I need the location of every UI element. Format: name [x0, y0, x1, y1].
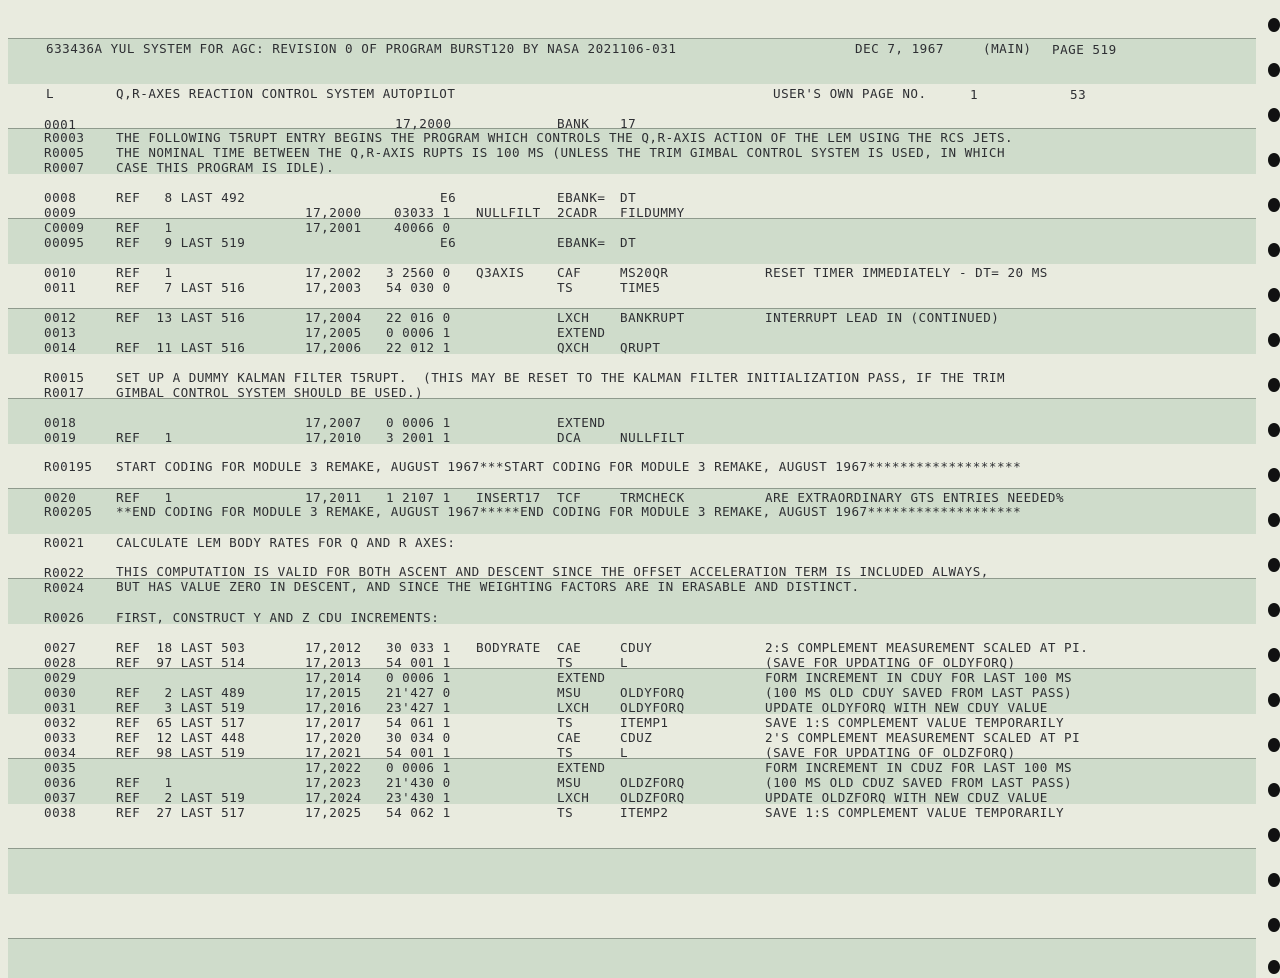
line-opcode: EXTEND [557, 670, 606, 685]
line-operand: TRMCHECK [620, 490, 685, 505]
remark-text: THE FOLLOWING T5RUPT ENTRY BEGINS THE PROGRAM WHICH CONTROLS THE Q,R-AXIS ACTION OF THE LEM USING THE RCS JETS. [116, 130, 1014, 145]
remark-text: SET UP A DUMMY KALMAN FILTER T5RUPT. (THIS MAY BE RESET TO THE KALMAN FILTER INITIALIZATION PASS, IF THE TRIM [116, 370, 1006, 385]
line-comment: RESET TIMER IMMEDIATELY - DT= 20 MS [765, 265, 1048, 280]
line-octal: 0 0006 1 [386, 760, 451, 775]
line-address: 17,2000 [305, 205, 362, 220]
feed-hole [1268, 108, 1280, 122]
line-operand: OLDZFORQ [620, 775, 685, 790]
line-operand: L [620, 745, 629, 760]
line-ref: REF 12 LAST 448 [116, 730, 246, 745]
line-operand: BANKRUPT [620, 310, 685, 325]
line-seq: 0011 [44, 280, 77, 295]
line-octal: 54 001 1 [386, 745, 451, 760]
line-octal: 3 2560 0 [386, 265, 451, 280]
line-comment: (SAVE FOR UPDATING OF OLDYFORQ) [765, 655, 1016, 670]
line-address: 17,2010 [305, 430, 362, 445]
line-operand: 17 [620, 116, 637, 131]
line-octal: 30 034 0 [386, 730, 451, 745]
line-seq: 0037 [44, 790, 77, 805]
line-label: E6 [440, 235, 457, 250]
line-seq: 0018 [44, 415, 77, 430]
line-seq: C0009 [44, 220, 85, 235]
line-octal: 54 030 0 [386, 280, 451, 295]
line-address: 17,2011 [305, 490, 362, 505]
line-opcode: TS [557, 280, 574, 295]
remark-seq: R00205 [44, 504, 93, 519]
line-octal: 22 016 0 [386, 310, 451, 325]
line-operand: NULLFILT [620, 430, 685, 445]
feed-hole [1268, 288, 1280, 302]
line-seq: 0020 [44, 490, 77, 505]
line-ref: REF 11 LAST 516 [116, 340, 246, 355]
line-opcode: BANK [557, 116, 590, 131]
feed-hole [1268, 738, 1280, 752]
line-address: 17,2004 [305, 310, 362, 325]
line-ref: REF 1 [116, 265, 173, 280]
line-address: 17,2001 [305, 220, 362, 235]
feed-hole [1268, 378, 1280, 392]
users-own-page-number: 1 [970, 87, 979, 102]
line-seq: 0030 [44, 685, 77, 700]
line-comment: FORM INCREMENT IN CDUZ FOR LAST 100 MS [765, 760, 1073, 775]
line-octal: 21'427 0 [386, 685, 451, 700]
feed-hole [1268, 423, 1280, 437]
feed-hole [1268, 648, 1280, 662]
line-opcode: LXCH [557, 790, 590, 805]
remark-text: GIMBAL CONTROL SYSTEM SHOULD BE USED.) [116, 385, 424, 400]
line-label: E6 [440, 190, 457, 205]
line-operand: CDUZ [620, 730, 653, 745]
line-opcode: EXTEND [557, 760, 606, 775]
line-address: 17,2023 [305, 775, 362, 790]
paper-band [8, 938, 1256, 978]
listing-date: DEC 7, 1967 [855, 41, 944, 56]
line-comment: (100 MS OLD CDUY SAVED FROM LAST PASS) [765, 685, 1073, 700]
remark-seq: R0026 [44, 610, 85, 625]
line-address: 17,2022 [305, 760, 362, 775]
line-seq: 0010 [44, 265, 77, 280]
remark-seq: R00195 [44, 459, 93, 474]
line-address: 17,2025 [305, 805, 362, 820]
line-address: 17,2000 [395, 116, 452, 131]
feed-hole [1268, 243, 1280, 257]
line-opcode: DCA [557, 430, 582, 445]
line-seq: 0008 [44, 190, 77, 205]
line-opcode: EBANK= [557, 190, 606, 205]
remark-text: BUT HAS VALUE ZERO IN DESCENT, AND SINCE THE WEIGHTING FACTORS ARE IN ERASABLE AND DISTINCT. [116, 579, 860, 594]
line-operand: ITEMP2 [620, 805, 669, 820]
line-address: 17,2006 [305, 340, 362, 355]
users-own-page-label: USER'S OWN PAGE NO. [773, 86, 927, 101]
remark-seq: R0007 [44, 160, 85, 175]
subheader-flag: L [46, 86, 55, 101]
line-address: 17,2017 [305, 715, 362, 730]
remark-seq: R0005 [44, 145, 85, 160]
remark-seq: R0015 [44, 370, 85, 385]
line-address: 17,2021 [305, 745, 362, 760]
line-opcode: TCF [557, 490, 582, 505]
page-code: 53 [1070, 87, 1087, 102]
listing-header-title: 633436A YUL SYSTEM FOR AGC: REVISION 0 OF PROGRAM BURST120 BY NASA 2021106-031 [46, 41, 677, 56]
remark-text: CASE THIS PROGRAM IS IDLE). [116, 160, 335, 175]
line-ref: REF 2 LAST 489 [116, 685, 246, 700]
line-octal: 23'430 1 [386, 790, 451, 805]
remark-seq: R0017 [44, 385, 85, 400]
remark-seq: R0022 [44, 565, 85, 580]
line-opcode: MSU [557, 775, 582, 790]
remark-text: **END CODING FOR MODULE 3 REMAKE, AUGUST 1967*****END CODING FOR MODULE 3 REMAKE, AUGUST 1967******************* [116, 504, 1022, 519]
feed-hole [1268, 873, 1280, 887]
line-seq: 00095 [44, 235, 85, 250]
line-opcode: EXTEND [557, 415, 606, 430]
line-seq: 0033 [44, 730, 77, 745]
line-comment: (100 MS OLD CDUZ SAVED FROM LAST PASS) [765, 775, 1073, 790]
line-opcode: EXTEND [557, 325, 606, 340]
line-opcode: 2CADR [557, 205, 598, 220]
line-ref: REF 18 LAST 503 [116, 640, 246, 655]
line-comment: UPDATE OLDZFORQ WITH NEW CDUZ VALUE [765, 790, 1048, 805]
line-seq: 0038 [44, 805, 77, 820]
line-octal: 54 062 1 [386, 805, 451, 820]
line-octal: 3 2001 1 [386, 430, 451, 445]
feed-hole [1268, 828, 1280, 842]
line-comment: (SAVE FOR UPDATING OF OLDZFORQ) [765, 745, 1016, 760]
line-octal: 0 0006 1 [386, 415, 451, 430]
line-ref: REF 13 LAST 516 [116, 310, 246, 325]
line-ref: REF 1 [116, 490, 173, 505]
line-opcode: CAF [557, 265, 582, 280]
line-label: BODYRATE [476, 640, 541, 655]
line-octal: 1 2107 1 [386, 490, 451, 505]
line-ref: REF 8 LAST 492 [116, 190, 246, 205]
line-comment: ARE EXTRAORDINARY GTS ENTRIES NEEDED% [765, 490, 1065, 505]
line-opcode: CAE [557, 730, 582, 745]
line-address: 17,2020 [305, 730, 362, 745]
line-seq: 0027 [44, 640, 77, 655]
remark-text: START CODING FOR MODULE 3 REMAKE, AUGUST 1967***START CODING FOR MODULE 3 REMAKE, AUGUST 1967******************* [116, 459, 1022, 474]
line-address: 17,2002 [305, 265, 362, 280]
line-octal: 40066 0 [394, 220, 451, 235]
listing-section: (MAIN) [983, 41, 1032, 56]
line-opcode: LXCH [557, 700, 590, 715]
line-comment: SAVE 1:S COMPLEMENT VALUE TEMPORARILY [765, 805, 1065, 820]
line-operand: L [620, 655, 629, 670]
line-seq: 0012 [44, 310, 77, 325]
line-ref: REF 9 LAST 519 [116, 235, 246, 250]
line-address: 17,2015 [305, 685, 362, 700]
line-seq: 0032 [44, 715, 77, 730]
line-octal: 0 0006 1 [386, 325, 451, 340]
line-seq: 0013 [44, 325, 77, 340]
feed-hole [1268, 558, 1280, 572]
feed-hole [1268, 153, 1280, 167]
line-comment: FORM INCREMENT IN CDUY FOR LAST 100 MS [765, 670, 1073, 685]
line-operand: FILDUMMY [620, 205, 685, 220]
line-opcode: TS [557, 805, 574, 820]
line-opcode: CAE [557, 640, 582, 655]
remark-seq: R0021 [44, 535, 85, 550]
remark-seq: R0003 [44, 130, 85, 145]
line-octal: 21'430 0 [386, 775, 451, 790]
line-seq: 0035 [44, 760, 77, 775]
line-seq: 0019 [44, 430, 77, 445]
remark-seq: R0024 [44, 580, 85, 595]
feed-hole [1268, 333, 1280, 347]
line-ref: REF 97 LAST 514 [116, 655, 246, 670]
listing-page-number: PAGE 519 [1052, 42, 1117, 57]
paper-band [8, 848, 1256, 894]
line-opcode: TS [557, 745, 574, 760]
line-operand: ITEMP1 [620, 715, 669, 730]
line-address: 17,2007 [305, 415, 362, 430]
line-octal: 54 001 1 [386, 655, 451, 670]
line-octal: 22 012 1 [386, 340, 451, 355]
line-seq: 0031 [44, 700, 77, 715]
line-ref: REF 1 [116, 430, 173, 445]
line-opcode: MSU [557, 685, 582, 700]
remark-text: CALCULATE LEM BODY RATES FOR Q AND R AXES: [116, 535, 456, 550]
line-octal: 23'427 1 [386, 700, 451, 715]
feed-hole [1268, 198, 1280, 212]
line-ref: REF 98 LAST 519 [116, 745, 246, 760]
line-opcode: LXCH [557, 310, 590, 325]
line-octal: 54 061 1 [386, 715, 451, 730]
line-opcode: EBANK= [557, 235, 606, 250]
line-comment: INTERRUPT LEAD IN (CONTINUED) [765, 310, 1000, 325]
line-ref: REF 3 LAST 519 [116, 700, 246, 715]
line-comment: SAVE 1:S COMPLEMENT VALUE TEMPORARILY [765, 715, 1065, 730]
line-seq: 0034 [44, 745, 77, 760]
line-octal: 03033 1 [394, 205, 451, 220]
feed-hole [1268, 18, 1280, 32]
feed-hole [1268, 513, 1280, 527]
line-operand: CDUY [620, 640, 653, 655]
line-operand: OLDYFORQ [620, 700, 685, 715]
line-address: 17,2016 [305, 700, 362, 715]
remark-text: THE NOMINAL TIME BETWEEN THE Q,R-AXIS RUPTS IS 100 MS (UNLESS THE TRIM GIMBAL CONTROL SYSTEM IS USED, IN WHICH [116, 145, 1006, 160]
feed-hole [1268, 468, 1280, 482]
line-operand: DT [620, 235, 637, 250]
line-opcode: TS [557, 715, 574, 730]
line-seq: 0009 [44, 205, 77, 220]
feed-hole [1268, 783, 1280, 797]
line-comment: 2'S COMPLEMENT MEASUREMENT SCALED AT PI [765, 730, 1081, 745]
line-octal: 0 0006 1 [386, 670, 451, 685]
line-address: 17,2014 [305, 670, 362, 685]
line-seq: 0036 [44, 775, 77, 790]
line-opcode: TS [557, 655, 574, 670]
line-address: 17,2005 [305, 325, 362, 340]
line-seq: 0001 [44, 117, 77, 132]
line-address: 17,2003 [305, 280, 362, 295]
line-opcode: QXCH [557, 340, 590, 355]
line-operand: QRUPT [620, 340, 661, 355]
remark-text: FIRST, CONSTRUCT Y AND Z CDU INCREMENTS: [116, 610, 440, 625]
line-address: 17,2012 [305, 640, 362, 655]
line-ref: REF 2 LAST 519 [116, 790, 246, 805]
line-operand: OLDYFORQ [620, 685, 685, 700]
feed-hole [1268, 918, 1280, 932]
line-operand: TIME5 [620, 280, 661, 295]
line-seq: 0014 [44, 340, 77, 355]
feed-hole [1268, 693, 1280, 707]
line-address: 17,2013 [305, 655, 362, 670]
line-ref: REF 65 LAST 517 [116, 715, 246, 730]
line-octal: 30 033 1 [386, 640, 451, 655]
line-operand: DT [620, 190, 637, 205]
line-ref: REF 1 [116, 220, 173, 235]
line-seq: 0028 [44, 655, 77, 670]
line-address: 17,2024 [305, 790, 362, 805]
line-operand: OLDZFORQ [620, 790, 685, 805]
feed-hole [1268, 603, 1280, 617]
remark-text: THIS COMPUTATION IS VALID FOR BOTH ASCENT AND DESCENT SINCE THE OFFSET ACCELERATION TERM IS INCLUDED ALWAYS, [116, 564, 989, 579]
feed-hole [1268, 63, 1280, 77]
line-label: Q3AXIS [476, 265, 525, 280]
line-ref: REF 27 LAST 517 [116, 805, 246, 820]
subheader-title: Q,R-AXES REACTION CONTROL SYSTEM AUTOPILOT [116, 86, 456, 101]
feed-hole [1268, 960, 1280, 974]
line-comment: UPDATE OLDYFORQ WITH NEW CDUY VALUE [765, 700, 1048, 715]
line-ref: REF 7 LAST 516 [116, 280, 246, 295]
line-label: INSERT17 [476, 490, 541, 505]
line-operand: MS20QR [620, 265, 669, 280]
line-ref: REF 1 [116, 775, 173, 790]
line-comment: 2:S COMPLEMENT MEASUREMENT SCALED AT PI. [765, 640, 1089, 655]
line-seq: 0029 [44, 670, 77, 685]
line-label: NULLFILT [476, 205, 541, 220]
